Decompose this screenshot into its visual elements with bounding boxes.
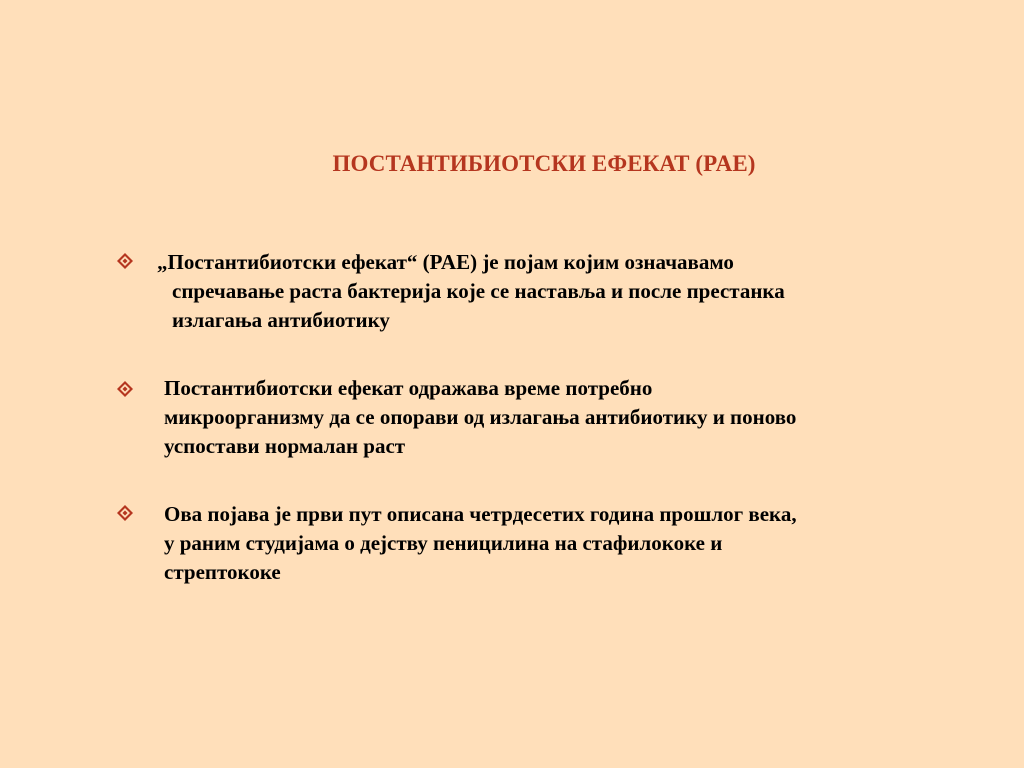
bullet-line: „Постантибиотски ефекат“ (PAE) је појам којим означавамо: [157, 250, 734, 274]
diamond-bullet-icon: [116, 504, 134, 522]
bullet-text: [164, 374, 964, 461]
bullet-line: стрептококе: [164, 560, 281, 584]
bullet-line: у раним студијама о дејству пеницилина на стафилококе и: [164, 531, 723, 555]
diamond-bullet-icon: [116, 380, 134, 398]
bullet-text: [164, 500, 964, 587]
bullet-text: [157, 248, 957, 335]
bullet-line: успостави нормалан раст: [164, 434, 406, 458]
bullet-line: спречавање раста бактерија које се наставља и после престанка: [172, 279, 785, 303]
slide-title: ПОСТАНТИБИОТСКИ ЕФЕКАТ (PAE): [332, 151, 756, 176]
bullet-line: излагања антибиотику: [172, 308, 390, 332]
bullet-line: Постантибиотски ефекат одражава време потребно: [164, 376, 653, 400]
diamond-bullet-icon: [116, 252, 134, 270]
bullet-line: микроорганизму да се опорави од излагања антибиотику и поново: [164, 405, 797, 429]
bullet-line: Ова појава је први пут описана четрдесетих година прошлог века,: [164, 502, 797, 526]
